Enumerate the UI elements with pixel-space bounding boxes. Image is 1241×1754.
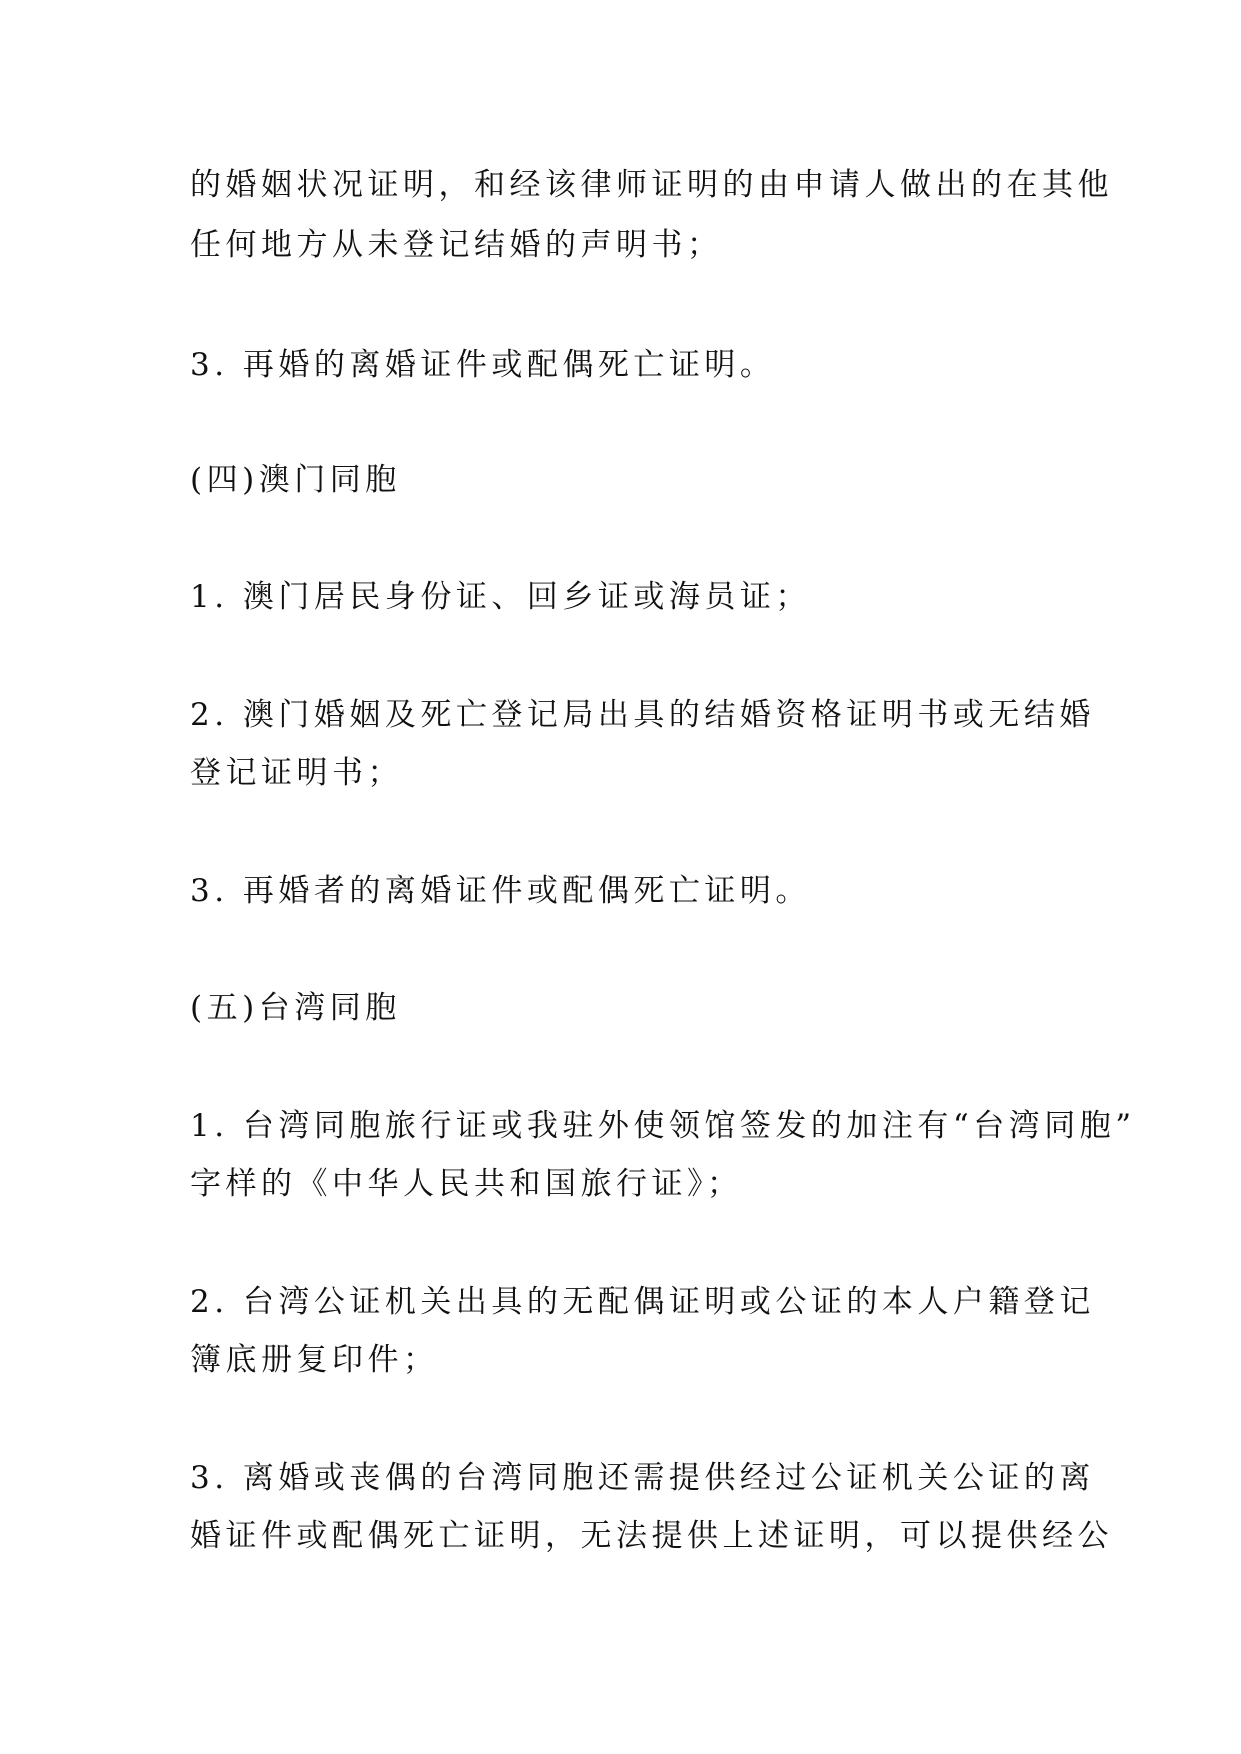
list-item: 2. 澳门婚姻及死亡登记局出具的结婚资格证明书或无结婚	[190, 697, 1095, 733]
text-line: 登记证明书；	[190, 755, 403, 791]
section-heading: (五)台湾同胞	[190, 990, 401, 1026]
list-item: 3. 再婚者的离婚证件或配偶死亡证明。	[190, 873, 811, 909]
section-heading: (四)澳门同胞	[190, 462, 401, 498]
list-item: 3. 再婚的离婚证件或配偶死亡证明。	[190, 347, 776, 383]
text-line: 字样的《中华人民共和国旅行证》；	[190, 1166, 743, 1202]
list-item: 1. 澳门居民身份证、回乡证或海员证；	[190, 579, 811, 615]
list-item: 2. 台湾公证机关出具的无配偶证明或公证的本人户籍登记	[190, 1284, 1095, 1320]
text-line: 婚证件或配偶死亡证明，无法提供上述证明，可以提供经公	[190, 1518, 1113, 1554]
text-line: 簿底册复印件；	[190, 1342, 439, 1378]
text-line: 任何地方从未登记结婚的声明书；	[190, 227, 723, 263]
list-item: 3. 离婚或丧偶的台湾同胞还需提供经过公证机关公证的离	[190, 1460, 1095, 1496]
text-line: 的婚姻状况证明，和经该律师证明的由申请人做出的在其他	[190, 167, 1113, 203]
list-item: 1. 台湾同胞旅行证或我驻外使领馆签发的加注有“台湾同胞”	[190, 1108, 1136, 1144]
